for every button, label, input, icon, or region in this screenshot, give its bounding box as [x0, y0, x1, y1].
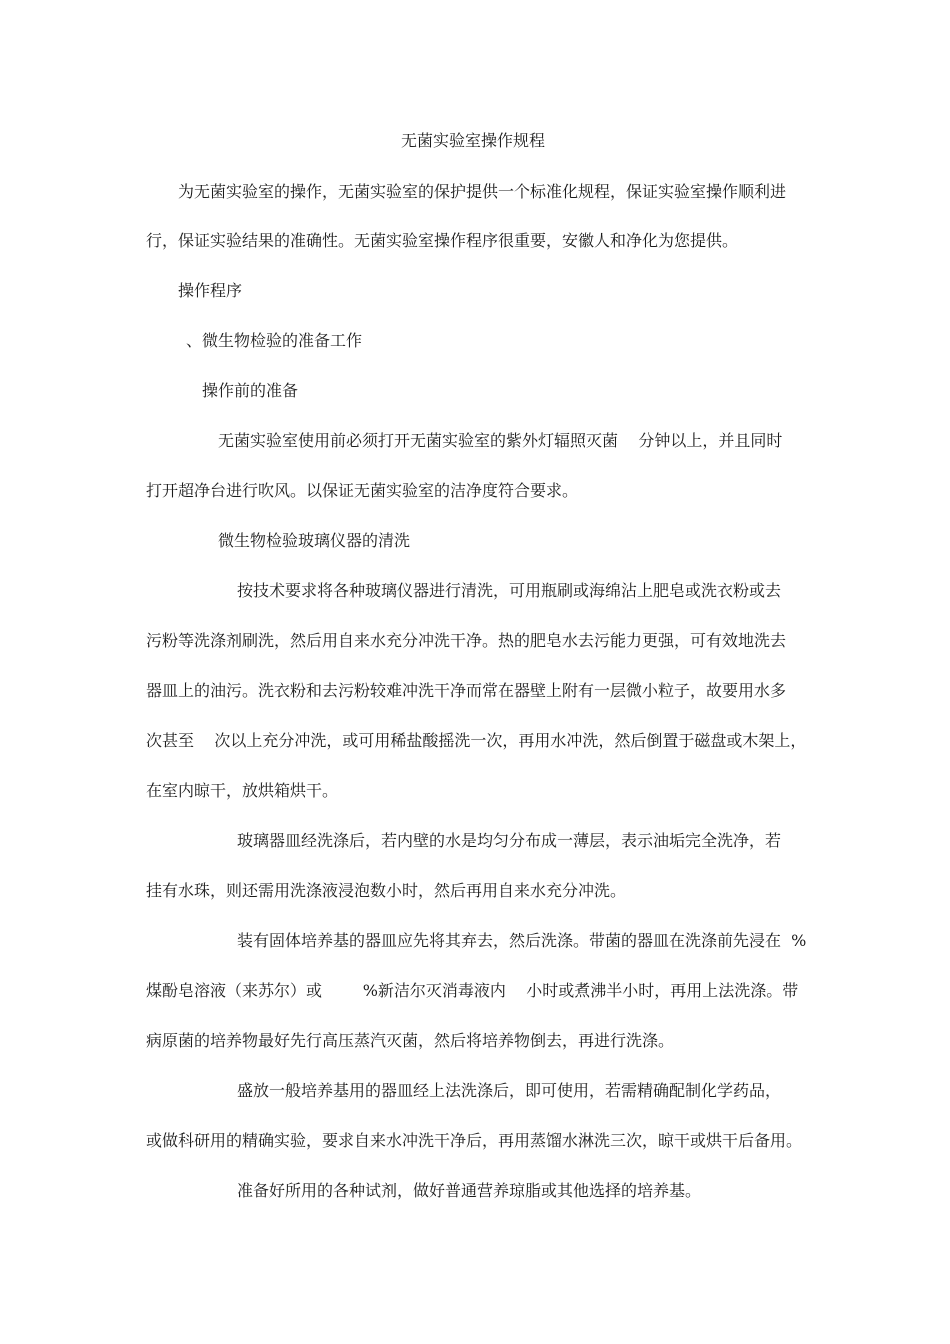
paragraph-line: 无菌实验室使用前必须打开无菌实验室的紫外灯辐照灭菌 分钟以上，并且同时: [218, 431, 783, 450]
paragraph-line: 盛放一般培养基用的器皿经上法洗涤后，即可使用，若需精确配制化学药品，: [237, 1081, 782, 1100]
paragraph-line: 为无菌实验室的操作，无菌实验室的保护提供一个标准化规程，保证实验室操作顺利进: [178, 182, 787, 201]
paragraph-line: 打开超净台进行吹风。以保证无菌实验室的洁净度符合要求。: [146, 481, 579, 500]
paragraph-line: 污粉等洗涤剂刷洗，然后用自来水充分冲洗干净。热的肥皂水去污能力更强，可有效地洗去: [146, 631, 787, 650]
paragraph-line: 器皿上的油污。洗衣粉和去污粉较难冲洗干净而常在器壁上附有一层微小粒子，故要用水多: [146, 681, 787, 700]
paragraph-line: 在室内晾干，放烘箱烘干。: [146, 781, 339, 800]
document-title: 无菌实验室操作规程: [401, 131, 546, 150]
section-heading: 、微生物检验的准备工作: [186, 331, 363, 350]
paragraph-line: 行，保证实验结果的准确性。无菌实验室操作程序很重要，安徽人和净化为您提供。: [146, 231, 739, 250]
paragraph-line: 或做科研用的精确实验，要求自来水冲洗干净后，再用蒸馏水淋洗三次，晾干或烘干后备用。: [146, 1131, 803, 1150]
section-heading: 微生物检验玻璃仪器的清洗: [218, 531, 411, 550]
paragraph-line: 次甚至 次以上充分冲洗，或可用稀盐酸摇洗一次，再用水冲洗，然后倒置于磁盘或木架上，: [146, 731, 807, 750]
section-heading: 操作前的准备: [202, 381, 299, 400]
section-heading: 操作程序: [178, 281, 243, 300]
paragraph-line: 按技术要求将各种玻璃仪器进行清洗，可用瓶刷或海绵沾上肥皂或洗衣粉或去: [237, 581, 782, 600]
paragraph-line: 病原菌的培养物最好先行高压蒸汽灭菌，然后将培养物倒去，再进行洗涤。: [146, 1031, 675, 1050]
paragraph-line: 煤酚皂溶液（来苏尔）或 %新洁尔灭消毒液内 小时或煮沸半小时，再用上法洗涤。带: [146, 981, 799, 1000]
paragraph-line: 挂有水珠，则还需用洗涤液浸泡数小时，然后再用自来水充分冲洗。: [146, 881, 627, 900]
paragraph-line: 玻璃器皿经洗涤后，若内壁的水是均匀分布成一薄层，表示油垢完全洗净，若: [237, 831, 782, 850]
paragraph-line: 装有固体培养基的器皿应先将其弃去，然后洗涤。带菌的器皿在洗涤前先浸在 %: [237, 931, 807, 950]
paragraph-line: 准备好所用的各种试剂，做好普通营养琼脂或其他选择的培养基。: [237, 1181, 702, 1200]
